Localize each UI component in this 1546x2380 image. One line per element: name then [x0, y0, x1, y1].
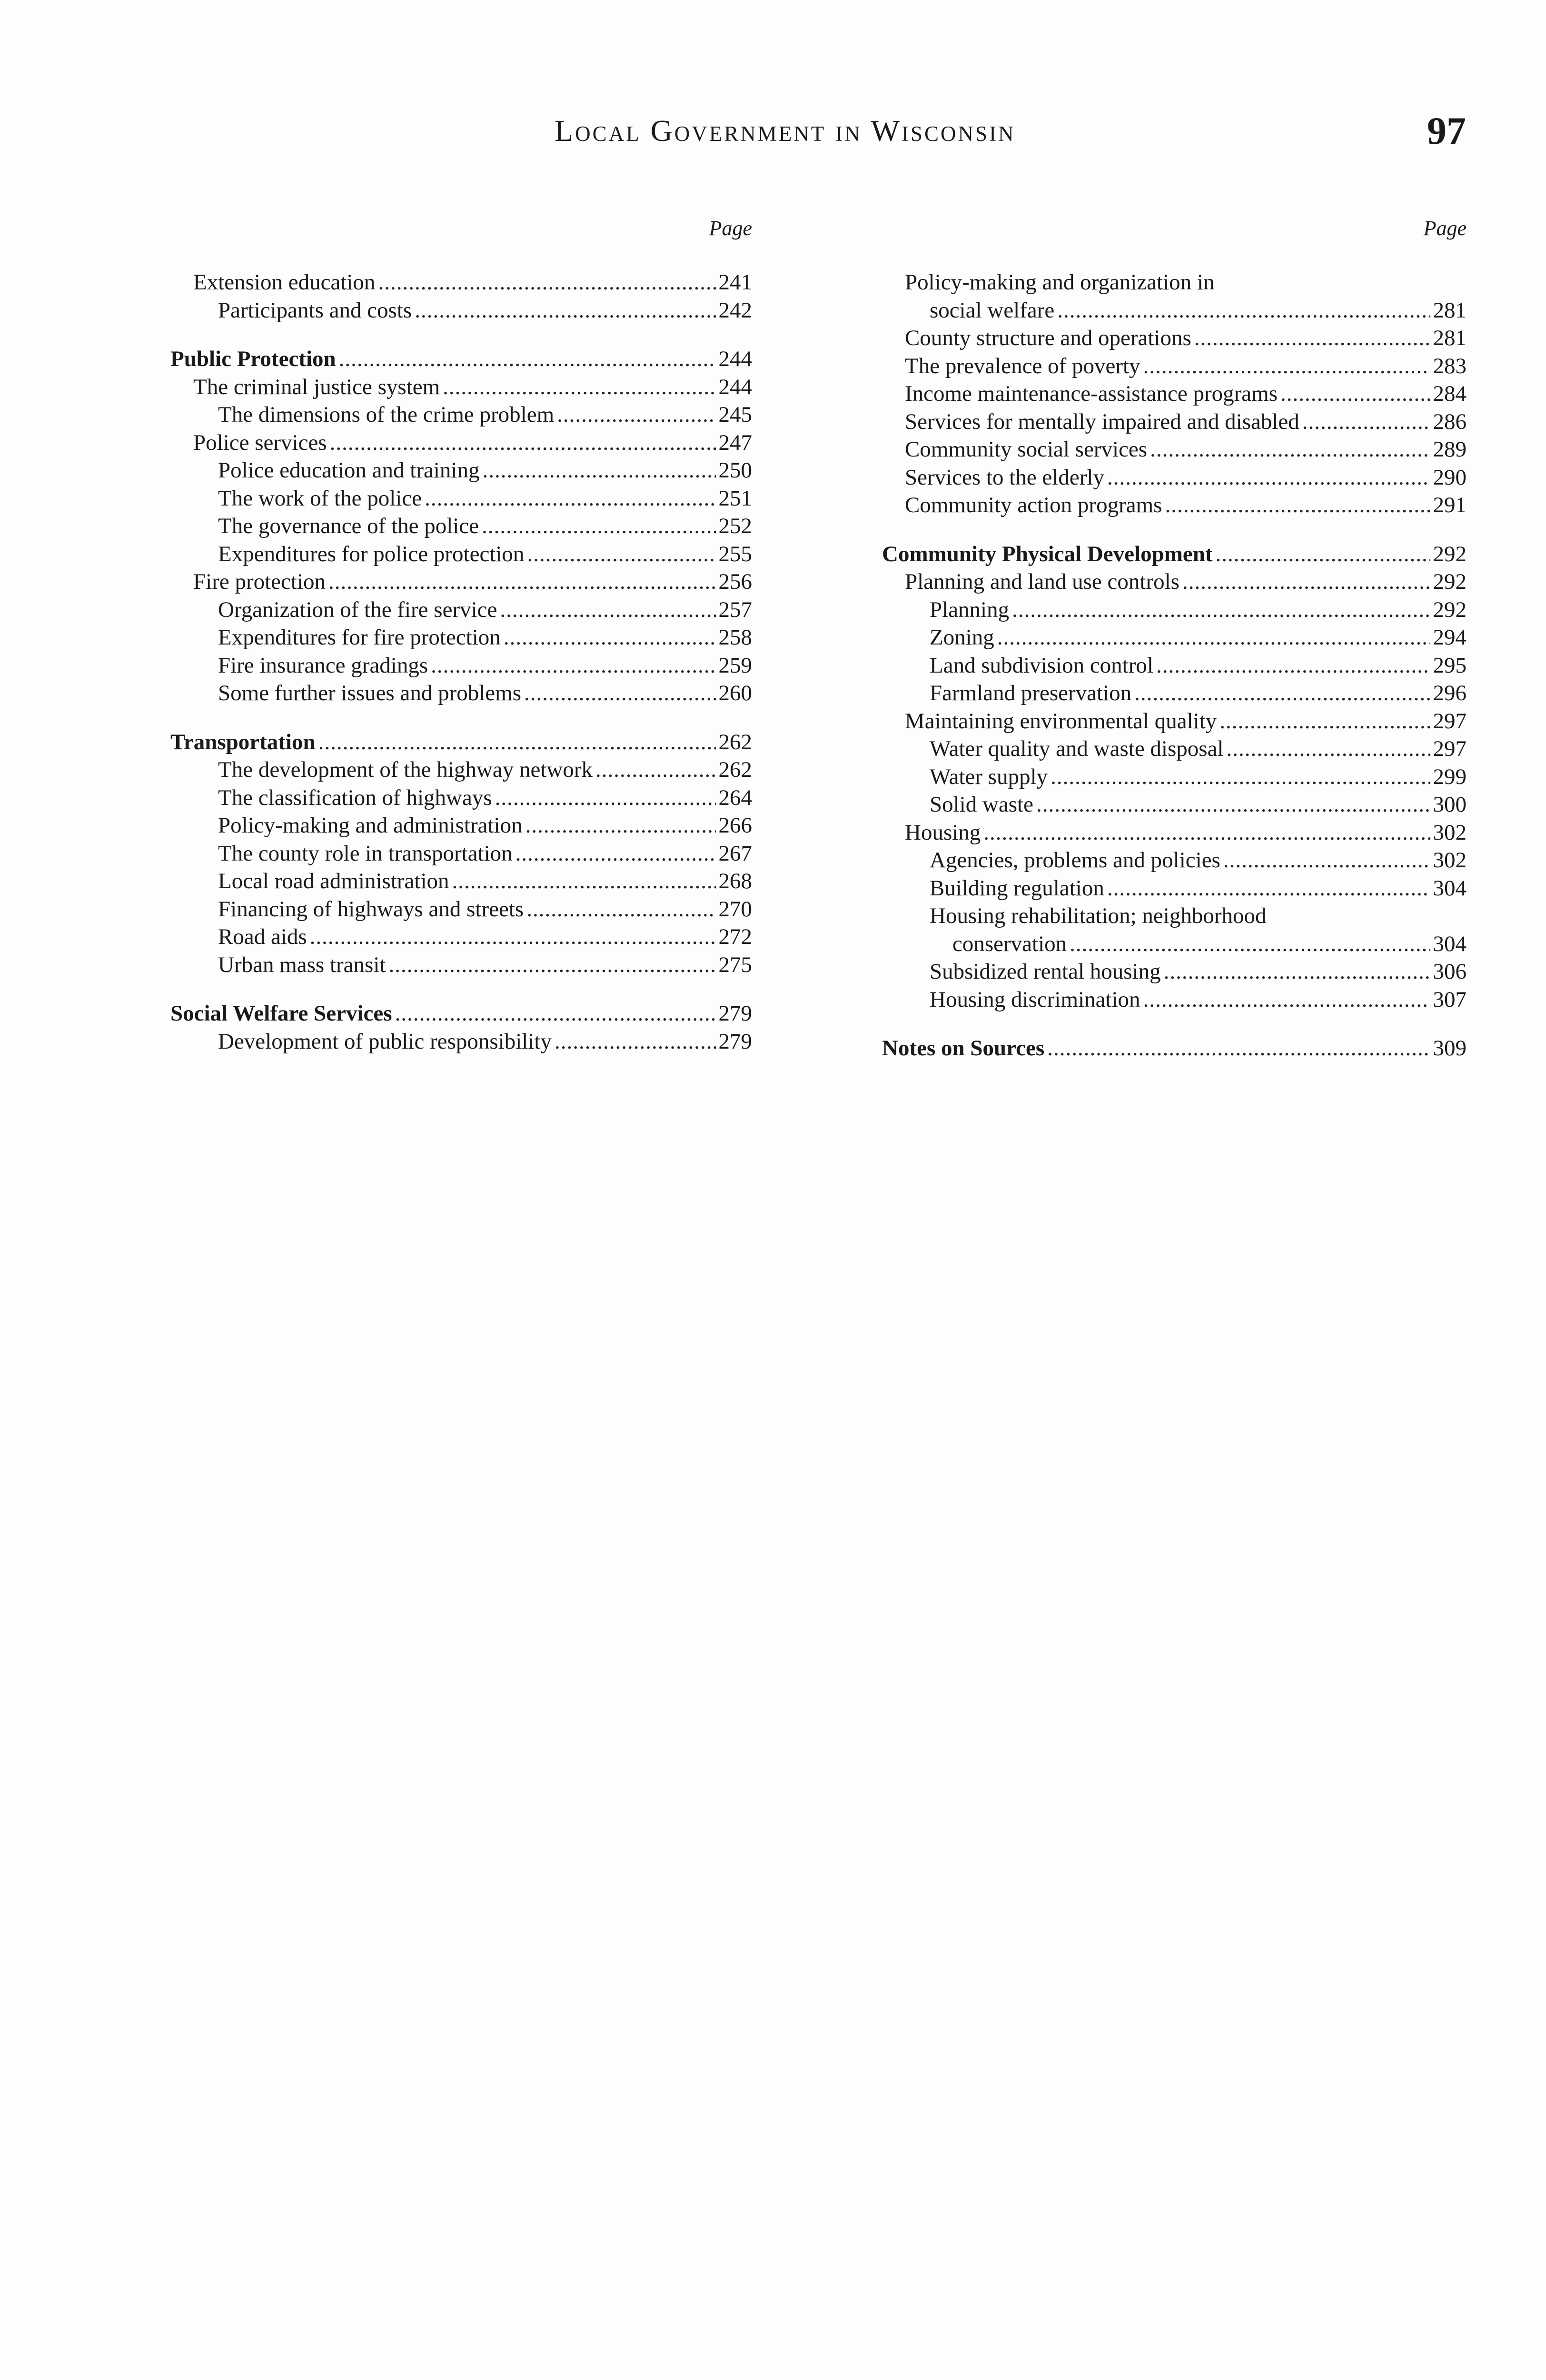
entry-page-number: 247 [718, 430, 752, 455]
entry-title: Financing of highways and streets [218, 896, 524, 922]
toc-entries [882, 268, 1467, 1062]
entry-page-number: 281 [1433, 298, 1467, 323]
dot-leader [1156, 652, 1430, 680]
dot-leader [527, 540, 715, 568]
toc-section-heading [882, 540, 1467, 568]
dot-leader [1047, 1034, 1430, 1062]
entry-page-number: 300 [1433, 792, 1467, 817]
dot-leader [1050, 763, 1430, 791]
toc-entry [882, 735, 1467, 763]
toc-entry [170, 756, 752, 784]
dot-leader [339, 345, 716, 373]
entry-title: Participants and costs [218, 298, 412, 323]
entry-title: Housing [905, 820, 981, 845]
page-number: 97 [1427, 109, 1466, 152]
entry-title: Community social services [905, 437, 1148, 462]
entry-title: Subsidized rental housing [930, 959, 1161, 984]
toc-entry [882, 819, 1467, 847]
entry-title: County structure and operations [905, 326, 1191, 350]
toc-entry [882, 297, 1467, 325]
entry-page-number: 299 [1433, 764, 1467, 789]
entry-page-number: 297 [1433, 736, 1467, 761]
dot-leader [525, 812, 716, 840]
dot-leader [1219, 707, 1430, 735]
entry-title: Fire insurance gradings [218, 653, 428, 678]
entry-page-number: 304 [1433, 931, 1467, 956]
entry-page-number: 283 [1433, 353, 1467, 378]
section-spacer [882, 1013, 1467, 1034]
toc-entry [882, 324, 1467, 352]
toc-left-column [170, 209, 752, 1055]
section-spacer [170, 979, 752, 1000]
entry-page-number: 292 [1433, 569, 1467, 594]
entry-page-number: 286 [1433, 409, 1467, 434]
entry-title: Housing discrimination [930, 987, 1140, 1012]
dot-leader [1165, 491, 1430, 519]
dot-leader [415, 297, 715, 325]
entry-page-number: 251 [718, 486, 752, 511]
dot-leader [452, 867, 716, 895]
toc-section-heading [170, 728, 752, 756]
dot-leader [1107, 464, 1430, 492]
dot-leader [1227, 735, 1430, 763]
entry-page-number: 259 [718, 653, 752, 678]
dot-leader [1194, 324, 1430, 352]
entry-title: Water quality and waste disposal [930, 736, 1224, 761]
dot-leader [997, 624, 1430, 652]
entry-title: Public Protection [170, 347, 336, 371]
entry-page-number: 279 [718, 1001, 752, 1026]
toc-entry [170, 456, 752, 485]
dot-leader [524, 679, 715, 707]
dot-leader [1280, 380, 1430, 408]
entry-title: Planning [930, 597, 1010, 622]
page-title: Local Government in Wisconsin [555, 114, 1016, 148]
toc-entry [882, 707, 1467, 735]
entry-page-number: 272 [718, 924, 752, 949]
toc-entry [882, 930, 1467, 958]
entry-page-number: 244 [718, 374, 752, 399]
section-spacer [882, 519, 1467, 540]
dot-leader [431, 652, 715, 680]
dot-leader [515, 840, 716, 868]
toc-entry [882, 464, 1467, 492]
dot-leader [1164, 958, 1430, 986]
toc-entry [882, 568, 1467, 596]
toc-entry [882, 380, 1467, 408]
dot-leader [1036, 791, 1430, 819]
entry-title: Some further issues and problems [218, 681, 522, 705]
entry-title: conservation [952, 931, 1067, 956]
toc-entry [170, 812, 752, 840]
toc-entry [170, 540, 752, 568]
toc-entry [882, 596, 1467, 624]
dot-leader [1302, 408, 1430, 436]
toc-entry [170, 401, 752, 429]
entry-title: Agencies, problems and policies [930, 848, 1220, 873]
toc-entry [170, 652, 752, 680]
entry-title: The governance of the police [218, 514, 479, 538]
entry-page-number: 294 [1433, 625, 1467, 650]
dot-leader [1223, 846, 1430, 874]
entry-page-number: 260 [718, 681, 752, 705]
dot-leader [482, 512, 715, 540]
entry-title: The criminal justice system [193, 374, 440, 399]
toc-entry [882, 624, 1467, 652]
toc-entry [882, 763, 1467, 791]
dot-leader [1143, 352, 1430, 380]
entry-title: The county role in transportation [218, 841, 513, 866]
entry-page-number: 306 [1433, 959, 1467, 984]
entry-title: Solid waste [930, 792, 1034, 817]
entry-title: social welfare [930, 298, 1055, 323]
entry-title: The classification of highways [218, 785, 492, 810]
entry-page-number: 307 [1433, 987, 1467, 1012]
entry-page-number: 297 [1433, 708, 1467, 734]
toc-entry [882, 652, 1467, 680]
dot-leader [1134, 679, 1430, 707]
toc-section-heading [170, 1000, 752, 1028]
dot-leader [1107, 874, 1430, 902]
entry-title: Extension education [193, 270, 376, 295]
toc-entry [170, 784, 752, 812]
entry-page-number: 281 [1433, 326, 1467, 350]
entry-title: Income maintenance-assistance programs [905, 381, 1278, 406]
toc-entry [170, 429, 752, 457]
toc-entry [882, 436, 1467, 464]
entry-title: Planning and land use controls [905, 569, 1179, 594]
entry-page-number: 302 [1433, 848, 1467, 873]
dot-leader [500, 596, 715, 624]
entry-title: Organization of the fire service [218, 597, 497, 622]
entry-title: The prevalence of poverty [905, 353, 1140, 378]
entry-title: Expenditures for fire protection [218, 625, 501, 650]
dot-leader [557, 401, 715, 429]
dot-leader [595, 756, 715, 784]
toc-entry [170, 895, 752, 923]
entry-page-number: 275 [718, 952, 752, 977]
entry-page-number: 257 [718, 597, 752, 622]
entry-page-number: 255 [718, 541, 752, 566]
page-column-label: Page [1423, 217, 1467, 240]
entry-page-number: 241 [718, 270, 752, 295]
entry-page-number: 302 [1433, 820, 1467, 845]
entry-title: Local road administration [218, 869, 449, 893]
entry-page-number: 258 [718, 625, 752, 650]
dot-leader [1143, 986, 1430, 1014]
entry-page-number: 268 [718, 869, 752, 893]
toc-entry [882, 874, 1467, 902]
toc-entry [170, 840, 752, 868]
page-column-label: Page [709, 217, 752, 240]
entry-page-number: 242 [718, 298, 752, 323]
entry-page-number: 266 [718, 813, 752, 838]
entry-page-number: 267 [718, 841, 752, 866]
dot-leader [1070, 930, 1430, 958]
entry-title: Social Welfare Services [170, 1001, 392, 1026]
entry-page-number: 289 [1433, 437, 1467, 462]
toc-entry [882, 352, 1467, 380]
entry-title: Community action programs [905, 493, 1162, 517]
entry-title: Community Physical Development [882, 541, 1213, 566]
dot-leader [425, 485, 715, 513]
toc-entry [170, 568, 752, 596]
dot-leader [330, 429, 716, 457]
toc-section-heading [170, 345, 752, 373]
dot-leader [443, 373, 715, 401]
dot-leader [378, 268, 715, 297]
entry-page-number: 296 [1433, 681, 1467, 705]
dot-leader [983, 819, 1430, 847]
toc-section-heading [882, 1034, 1467, 1062]
toc-entry [170, 951, 752, 979]
entry-title: Zoning [930, 625, 994, 650]
entry-page-number: 264 [718, 785, 752, 810]
entry-page-number: 244 [718, 347, 752, 371]
entry-title: Services for mentally impaired and disabled [905, 409, 1299, 434]
entry-title: Policy-making and administration [218, 813, 523, 838]
entry-page-number: 284 [1433, 381, 1467, 406]
entry-page-number: 245 [718, 402, 752, 427]
entry-title: Development of public responsibility [218, 1029, 552, 1054]
entry-title: Transportation [170, 729, 316, 754]
dot-leader [1150, 436, 1430, 464]
entry-page-number: 291 [1433, 493, 1467, 517]
entry-title: The work of the police [218, 486, 422, 511]
entry-title: Expenditures for police protection [218, 541, 525, 566]
entry-page-number: 250 [718, 458, 752, 483]
entry-page-number: 292 [1433, 541, 1467, 566]
entry-title: Maintaining environmental quality [905, 708, 1217, 734]
entry-title: Police education and training [218, 458, 480, 483]
dot-leader [1057, 297, 1430, 325]
dot-leader [310, 923, 716, 951]
dot-leader [526, 895, 715, 923]
toc-entry [882, 791, 1467, 819]
toc-entry [170, 596, 752, 624]
dot-leader [555, 1028, 716, 1056]
dot-leader [504, 624, 716, 652]
toc-entry [882, 679, 1467, 707]
entry-page-number: 270 [718, 896, 752, 922]
entry-title: Land subdivision control [930, 653, 1153, 678]
toc-entry [170, 624, 752, 652]
dot-leader [318, 728, 716, 756]
entry-title: Fire protection [193, 569, 326, 594]
toc-entry [170, 867, 752, 895]
toc-entry-line: Policy-making and organization in [905, 270, 1215, 295]
entry-page-number: 252 [718, 514, 752, 538]
dot-leader [328, 568, 715, 596]
entry-page-number: 256 [718, 569, 752, 594]
toc-entry [170, 373, 752, 401]
toc-entry [882, 986, 1467, 1014]
toc-entry [170, 268, 752, 297]
dot-leader [395, 1000, 716, 1028]
entry-title: Notes on Sources [882, 1036, 1045, 1061]
dot-leader [482, 456, 715, 485]
entry-page-number: 279 [718, 1029, 752, 1054]
toc-entry [882, 408, 1467, 436]
entry-page-number: 292 [1433, 597, 1467, 622]
dot-leader [1216, 540, 1430, 568]
entry-page-number: 262 [718, 757, 752, 782]
toc-entries [170, 268, 752, 1055]
toc-entry [882, 958, 1467, 986]
entry-title: Road aids [218, 924, 307, 949]
entry-title: Police services [193, 430, 327, 455]
entry-page-number: 295 [1433, 653, 1467, 678]
toc-entry-line: Housing rehabilitation; neighborhood [930, 903, 1267, 928]
entry-page-number: 304 [1433, 875, 1467, 901]
dot-leader [1012, 596, 1430, 624]
entry-title: The dimensions of the crime problem [218, 402, 555, 427]
dot-leader [388, 951, 715, 979]
entry-title: Water supply [930, 764, 1048, 789]
entry-title: Building regulation [930, 875, 1104, 901]
toc-entry [170, 1028, 752, 1056]
dot-leader [1182, 568, 1430, 596]
toc-entry [170, 923, 752, 951]
section-spacer [170, 324, 752, 345]
toc-right-column [882, 209, 1467, 1062]
running-head [555, 113, 1016, 149]
entry-title: Farmland preservation [930, 681, 1132, 705]
toc-entry [170, 485, 752, 513]
section-spacer [170, 707, 752, 728]
entry-title: Urban mass transit [218, 952, 386, 977]
toc-entry [170, 512, 752, 540]
toc-entry [170, 679, 752, 707]
toc-entry [170, 297, 752, 325]
toc-entry [882, 846, 1467, 874]
toc-entry [882, 491, 1467, 519]
entry-title: Services to the elderly [905, 465, 1104, 490]
entry-page-number: 309 [1433, 1036, 1467, 1061]
dot-leader [495, 784, 716, 812]
entry-page-number: 290 [1433, 465, 1467, 490]
entry-page-number: 262 [718, 729, 752, 754]
entry-title: The development of the highway network [218, 757, 593, 782]
